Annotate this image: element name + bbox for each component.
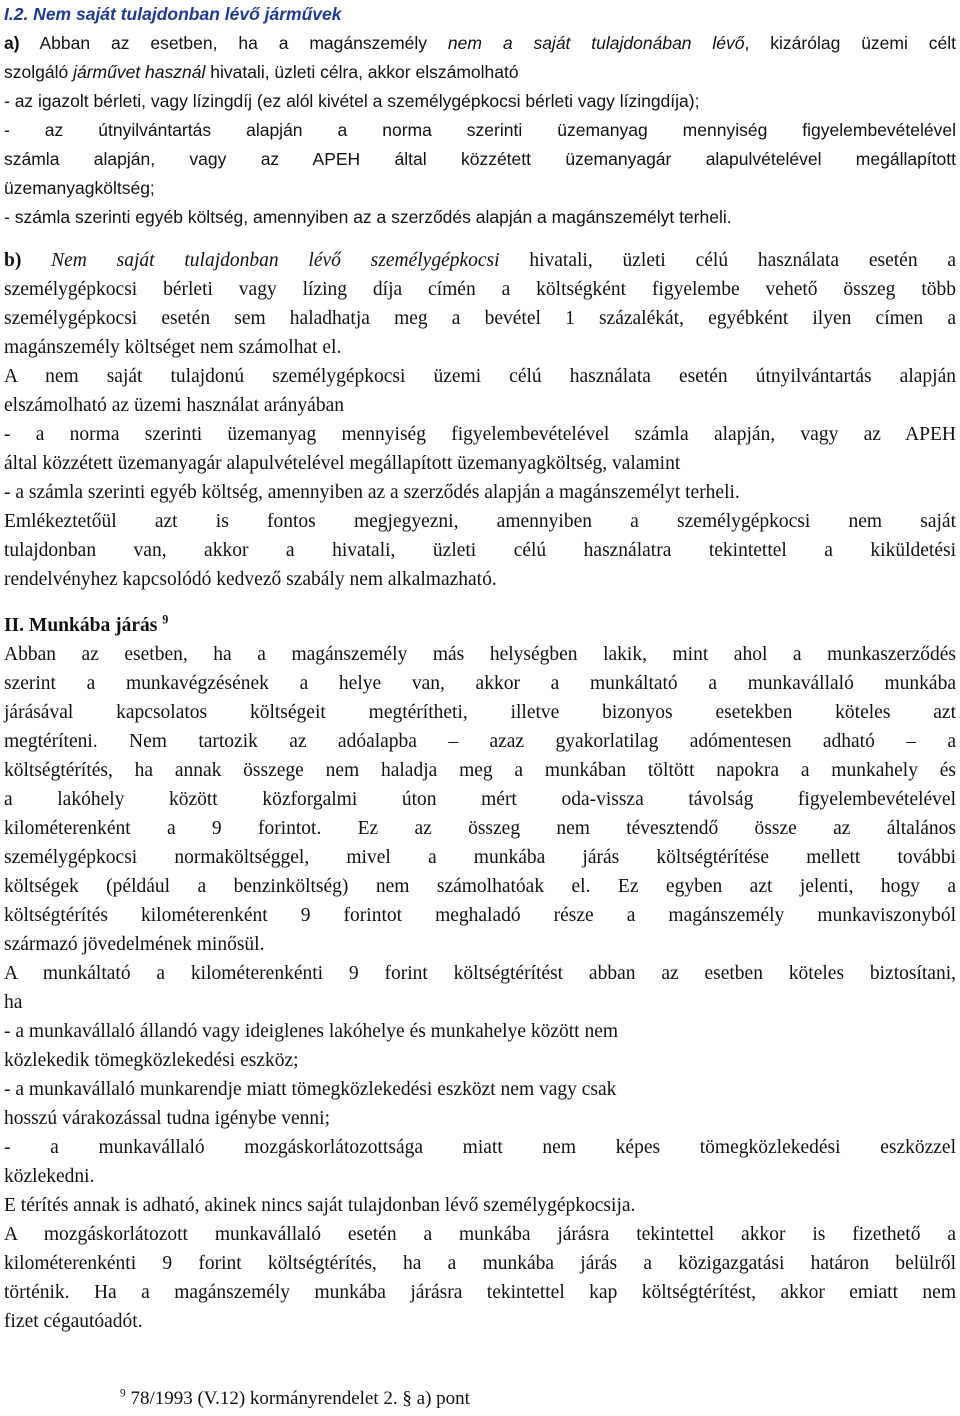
list-item: - számla szerinti egyéb költség, amennyiben az a szerződés alapján a magánszemélyt terheli. (4, 207, 732, 227)
paragraph-line: személygépkocsi esetén sem haladhatja meg a bevétel 1 százalékát, egyébként ilyen címen a (4, 308, 956, 329)
section-vehicles (4, 0, 956, 232)
section-b (4, 246, 956, 594)
list-item-line: számla alapján, vagy az APEH által közzétett üzemanyagár alapulvételével megállapított (4, 149, 956, 169)
emphasis: Nem saját tulajdonban lévő személygépkocsi (51, 250, 500, 271)
paragraph-line: személygépkocsi normaköltséggel, mivel a munkába járás költségtérítése mellett további (4, 847, 956, 868)
list-item-line: üzemanyagköltség; (4, 178, 155, 198)
paragraph-line: rendelvényhez kapcsolódó kedvező szabály nem alkalmazható. (4, 569, 497, 590)
paragraph-line (4, 246, 956, 275)
paragraph-line: E térítés annak is adható, akinek nincs saját tulajdonban lévő személygépkocsija. (4, 1195, 636, 1216)
paragraph-line: elszámolható az üzemi használat arányában (4, 395, 344, 416)
paragraph-line: járásával kapcsolatos költségeit megtérítheti, illetve bizonyos esetekben köteles azt (4, 702, 956, 723)
paragraph-line: történik. Ha a magánszemély munkába járásra tekintettel kap költségtérítést, akkor emiatt nem (4, 1282, 956, 1303)
item-label: b) (4, 250, 22, 271)
emphasis: járművet használ (73, 62, 206, 82)
list-item-line: közlekedik tömegközlekedési eszköz; (4, 1050, 299, 1071)
paragraph-line: személygépkocsi bérleti vagy lízing díja címén a költségként figyelembe vehető összeg több (4, 279, 956, 300)
paragraph-line: ha (4, 992, 23, 1013)
section-heading (4, 611, 956, 640)
list-item-line: - a munkavállaló munkarendje miatt tömegközlekedési eszközt nem vagy csak (4, 1079, 617, 1100)
list-item-line: - a norma szerinti üzemanyag mennyiség figyelembevételével számla alapján, vagy az APEH (4, 424, 956, 445)
paragraph-line: megtéríteni. Nem tartozik az adóalapba – azaz gyakorlatilag adómentesen adható – a (4, 731, 956, 752)
text-run: Abban az esetben, ha a magánszemély (19, 33, 448, 53)
footnote-text: 78/1993 (V.12) kormányrendelet 2. § a) pont (125, 1388, 470, 1409)
list-item-line: - a munkavállaló állandó vagy ideiglenes lakóhelye és munkahelye között nem (4, 1021, 619, 1042)
paragraph-line (4, 58, 956, 87)
footnote-number: 9 (120, 1387, 126, 1400)
document-page (4, 0, 956, 1336)
paragraph-line: A munkáltató a kilométerenkénti 9 forint költségtérítést abban az esetben köteles biztosítani, (4, 963, 956, 984)
section-heading: I.2. Nem saját tulajdonban lévő járművek (4, 4, 342, 24)
text-run: , kizárólag üzemi célt (744, 33, 956, 53)
paragraph-line: költségtérítés, ha annak összege nem haladja meg a munkában töltött napokra a munkahely és (4, 760, 956, 781)
paragraph-line: A mozgáskorlátozott munkavállaló esetén a munkába járásra tekintettel akkor is fizethető a (4, 1224, 956, 1245)
item-label: a) (4, 33, 20, 53)
paragraph-line: a lakóhely között közforgalmi úton mért oda-vissza távolság figyelembevételével (4, 789, 956, 810)
list-item-line: - az útnyilvántartás alapján a norma szerinti üzemanyag mennyiség figyelembevételével (4, 120, 956, 140)
text-run: hivatali, üzleti célú használata esetén a (499, 250, 957, 271)
paragraph-line: A nem saját tulajdonú személygépkocsi üzemi célú használata esetén útnyilvántartás alapján (4, 366, 956, 387)
list-item-line: által közzétett üzemanyagár alapulvételével megállapított üzemanyagköltség, valamint (4, 453, 681, 474)
paragraph-line: költségek (például a benzinköltség) nem számolhatóak el. Ez egyben azt jelenti, hogy a (4, 876, 956, 897)
paragraph (4, 1220, 956, 1307)
paragraph-line: szerint a munkavégzésének a helye van, akkor a munkáltató a munkavállaló munkába (4, 673, 956, 694)
paragraph (4, 640, 956, 959)
list-item-line: közlekedni. (4, 1166, 95, 1187)
list-item: - az igazolt bérleti, vagy lízingdíj (ez alól kivétel a személygépkocsi bérleti vagy lízingdíja); (4, 91, 700, 111)
heading-text: II. Munkába járás (4, 615, 158, 636)
emphasis: nem a saját tulajdonában lévő (447, 33, 745, 53)
paragraph-line: Emlékeztetőül azt is fontos megjegyezni, amennyiben a személygépkocsi nem saját (4, 511, 956, 532)
paragraph-line: kilométerenként a 9 forintot. Ez az összeg nem tévesztendő össze az általános (4, 818, 956, 839)
list-item-line: - a munkavállaló mozgáskorlátozottsága miatt nem képes tömegközlekedési eszközzel (4, 1137, 956, 1158)
paragraph-line: tulajdonban van, akkor a hivatali, üzleti célú használatra tekintettel a kiküldetési (4, 540, 956, 561)
paragraph-line: származó jövedelmének minősül. (4, 934, 265, 955)
paragraph-line (4, 29, 956, 58)
footnote-ref: 9 (162, 612, 169, 627)
spacer (4, 594, 956, 611)
paragraph-line: Abban az esetben, ha a magánszemély más helységben lakik, mint ahol a munkaszerződés (4, 644, 956, 665)
text-run: hivatali, üzleti célra, akkor elszámolható (205, 62, 519, 82)
list-item: - a számla szerinti egyéb költség, amennyiben az a szerződés alapján a magánszemélyt terheli. (4, 482, 740, 503)
paragraph-line: kilométerenkénti 9 forint költségtérítés, ha a munkába járás a közigazgatási határon belülről (4, 1253, 956, 1274)
paragraph-line: magánszemély költséget nem számolhat el. (4, 337, 342, 358)
paragraph-line: költségtérítés kilométerenként 9 forintot meghaladó része a magánszemély munkaviszonyból (4, 905, 956, 926)
list-item-line: hosszú várakozással tudna igénybe venni; (4, 1108, 330, 1129)
section-commuting (4, 611, 956, 1336)
footnote (120, 1387, 470, 1411)
spacer (4, 232, 956, 246)
paragraph-line: fizet cégautóadót. (4, 1311, 143, 1332)
text-run: szolgáló (4, 62, 74, 82)
